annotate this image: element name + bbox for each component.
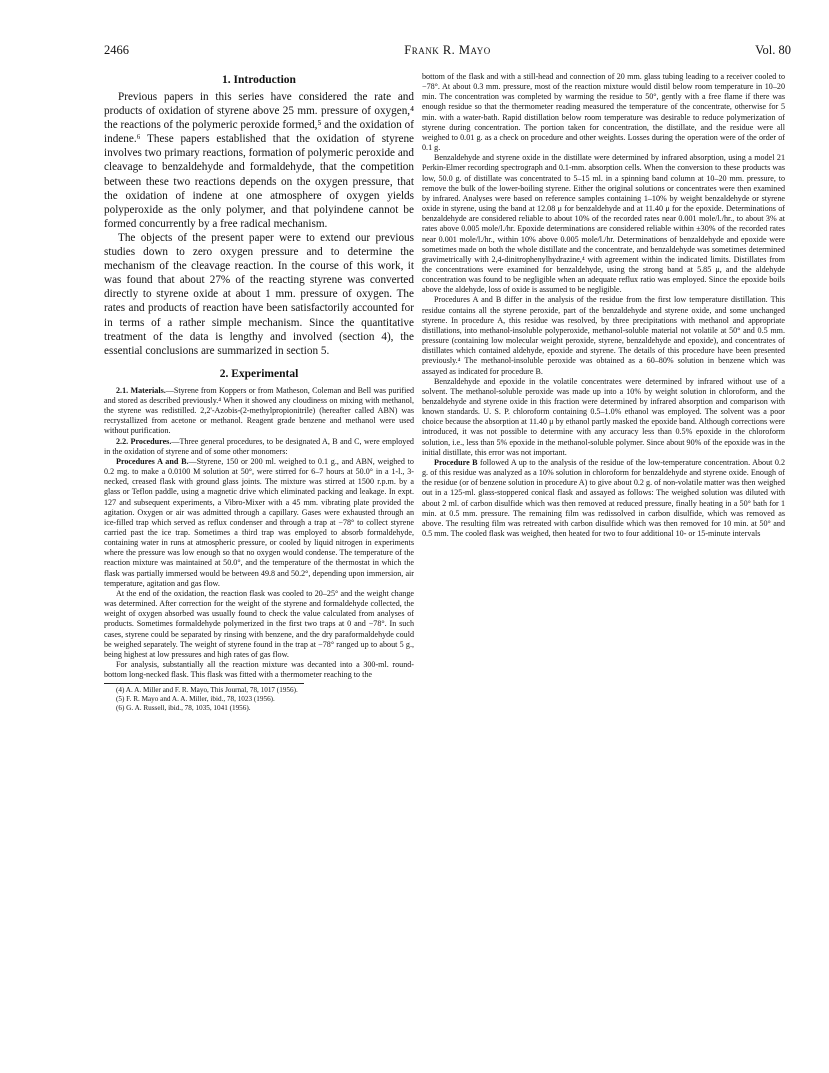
run-in-heading: 2.1. Materials. — [116, 385, 166, 395]
footnote: (4) A. A. Miller and F. R. Mayo, This Journal, 78, 1017 (1956). — [116, 686, 298, 695]
paragraph: The objects of the present paper were to extend our previous studies down to zero oxygen pressure and to determine the mechanism of the cleavage reaction. In the course of this work, it was found that about 27% of the reacting styrene was converted directly to styrene oxide at about 1 mm. pressure of oxygen. The rates and products of reaction have been satisfactorily accounted for in terms of a rather simple mechanism. Since the quantitative treatment of the data is lengthy and involved (section 4), the essential conclusions are summarized in section 5. — [104, 231, 414, 357]
paragraph: 2.2. Procedures.—Three general procedures, to be designated A, B and C, were employed in the oxidation of styrene and of some other monomers: — [104, 436, 414, 456]
section-heading-experimental: 2. Experimental — [219, 367, 299, 380]
volume-label: Vol. 80 — [755, 43, 791, 57]
running-author: Frank R. Mayo — [404, 43, 491, 57]
footnote-divider — [104, 683, 304, 684]
run-in-heading: Procedures A and B. — [116, 456, 189, 466]
paragraph: Benzaldehyde and styrene oxide in the distillate were determined by infrared absorption, using a model 21 Perkin-Elmer recording spectrograph and 0.1-mm. absorption cells. When the conversion to these products was low, 50.0 g. of distillate was concentrated to 5–15 ml. in a spinning band column at 10–20 mm. pressure, to remove the bulk of the lower-boiling styrene. Either the original solutions or concentrates were then examined by infrared. Analyses were based on reference samples containing 1–10% by weight benzaldehyde or styrene oxide in styrene, using the band at 12.08 μ for benzaldehyde and at 11.40 μ for the epoxide. Determinations of benzaldehyde are considered reliable to about 10% of the recorded rates near 0.001 mole/l./hr., to about 3% at rates above 0.005 mole/l./hr. Epoxide determinations are considered reliable within ±30% of the recorded rates near 0.001 mole/l./hr., within 10% above 0.005 mole/l./hr. Determinations of benzaldehyde and epoxide were sometimes made on both the whole distillate and the concentrate, and benzaldehyde was sometimes determined gravimetrically with 2,4-dinitrophenylhydrazine,⁴ with agreement within the indicated limits. Distillates from the concentrations were examined for benzaldehyde, using the strong band at 5.85 μ, and the aldehyde concentration was found to be negligible when an adequate reflux ratio was employed. Since the epoxide boils above the aldehyde, loss of oxide is assumed to be negligible. — [422, 153, 785, 295]
footnotes — [104, 686, 414, 713]
section-heading-introduction: 1. Introduction — [222, 74, 296, 86]
footnote: (6) G. A. Russell, ibid., 78, 1035, 1041 (1956). — [116, 704, 251, 713]
paragraph: Procedure B followed A up to the analysis of the residue of the low-temperature concentration. About 0.2 g. of this residue was analyzed as a 10% solution in chloroform for benzaldehyde and styrene oxide. Enough of the residue (or of benzene solution in procedure A) to give about 0.2 g. of non-volatile matter was then weighed out in a 125-ml. glass-stoppered conical flask and assayed as follows: The weighed solution was diluted with about 2 ml. of carbon disulfide which was then removed at reduced pressure, finally heating in a 50° bath for 1 min. at 0.5 mm. pressure. The remaining film was redissolved in carbon disulfide, which was removed as above. The resulting film was retreated with carbon disulfide which was then removed for 10 min. at 50° and 0.5 mm. The cooled flask was weighed, then heated for two to four additional 10- or 15-minute intervals — [422, 457, 785, 539]
paragraph: Procedures A and B differ in the analysis of the residue from the first low temperature distillation. This residue contains all the styrene peroxide, part of the benzaldehyde and styrene oxide, and some unchanged styrene. In procedure A, this residue was resolved, by three precipitations with methanol and appropriate distillations, into methanol-insoluble polyperoxide, methanol-soluble material not volatile at 50° and 0.5 mm. pressure (containing low molecular weight peroxide, styrene, benzaldehyde and epoxide), and concentrates of distillates which contained aldehyde, epoxide and styrene. The details of this procedure have been presented previously.⁴ The methanol-insoluble peroxide was obtained as a 60–80% solution in benzene which was assayed as indicated for procedure B. — [422, 295, 785, 376]
paragraph: bottom of the flask and with a still-head and connection of 20 mm. glass tubing leading to a receiver cooled to −78°. At about 0.3 mm. pressure, most of the reaction mixture would distil below room temperature in 10–20 min. The concentration was completed by warming the residue to 50°, gently with a free flame if there was enough residue so that the thermometer reading measured the temperature of the concentrate, otherwise for 5 min. with a water-bath. Rapid distillation below room temperature was desirable to reduce polymerization of styrene during concentration. The portion taken for concentration, the distillate, and the residue were all weighed to 0.01 g. as a check on procedure and other weights. Losses during the operation were of the order of 0.1 g. — [422, 72, 785, 153]
run-in-heading: 2.2. Procedures. — [116, 436, 172, 446]
paragraph: Procedures A and B.—Styrene, 150 or 200 ml. weighed to 0.1 g., and ABN, weighed to 0.2 mg. to make a 0.0100 M solution at 50°, were stirred for 6–7 hours at 50.0° in a 1-l., 3-necked, creased flask with ground glass joints. The mixture was stirred at 1500 r.p.m. by a glass or Teflon paddle, using a magnetic drive which eliminated packing and leakage. In expt. 127 and subsequent experiments, a Vibro-Mixer with a 45 mm. vibrating plate provided the agitation. Oxygen or air was admitted through a capillary. Gases were exhausted through an ice-filled trap which served as reflux condenser and through a trap at −78° to collect styrene carried past the ice trap. Sometimes a third trap was employed to absorb formaldehyde, containing water in runs at atmospheric pressure, or cooled by liquid nitrogen in experiments where the pressure was low enough so that no oxygen would condense. The temperature of the reaction mixture was maintained at 50.0°, and the temperature of the thermostat in which the flask was partially immersed would be between 49.8 and 50.2°, depending upon immersion, air temperature, agitation and gas flow. — [104, 456, 414, 588]
run-in-heading: Procedure B — [434, 457, 478, 467]
paragraph: 2.1. Materials.—Styrene from Koppers or from Matheson, Coleman and Bell was purified and stored as described previously.⁴ When it showed any cloudiness on mixing with methanol, the styrene was redistilled. 2,2'-Azobis-(2-methylpropionitrile) (hereafter called ABN) was recrystallized from acetone or methanol. Reagent grade benzene and methanol were used without purification. — [104, 385, 414, 436]
footnote: (5) F. R. Mayo and A. A. Miller, ibid., 78, 1023 (1956). — [116, 695, 275, 704]
left-column — [104, 72, 414, 1052]
right-column — [422, 72, 785, 1052]
running-header — [104, 43, 791, 61]
paragraph: Previous papers in this series have considered the rate and products of oxidation of styrene above 25 mm. pressure of oxygen,⁴ the reactions of the polymeric peroxide formed,⁵ and the oxidation of indene.⁶ These papers established that the oxidation of styrene involves two primary reactions, formation of polymeric peroxide and cleavage to benzaldehyde and formaldehyde, that the competition between these two reactions depends on the oxygen pressure, that the oxidation of indene at one atmosphere of oxygen yields polyperoxide as the only polymer, and that polyindene cannot be formed concurrently by a free radical mechanism. — [104, 91, 414, 230]
page-number: 2466 — [104, 43, 129, 57]
paragraph: At the end of the oxidation, the reaction flask was cooled to 20–25° and the weight change was determined. After correction for the weight of the styrene and formaldehyde collected, the weight of oxygen absorbed was usually found to check the value calculated from analyses of products. Sometimes formaldehyde polymerized in the first two traps at 0 and −78°. In such cases, styrene could be separated by rinsing with benzene, and the dry paraformaldehyde could be weighed separately. The weight of styrene found in the trap at −78° ranged up to about 5 g., being highest at low pressures and high rates of gas flow. — [104, 588, 414, 659]
paragraph: Benzaldehyde and epoxide in the volatile concentrates were determined by infrared without use of a solvent. The methanol-soluble peroxide was made up into a 10% by weight solution in chloroform, and the benzaldehyde and styrene oxide in this fraction were determined by infrared absorption and comparison with known standards. U. S. P. chloroform containing 0.5–1.0% ethanol was employed. The solvent was a poor choice because the absorption at 11.40 μ by ethanol partly masked the epoxide band. Although corrections were introduced, it was not possible to determine with any accuracy less than 0.5% epoxide in the chloroform solution, i.e., less than 5% epoxide in the methanol-soluble polymer. Since about 90% of the epoxide was in the initial distillate, this error was not important. — [422, 376, 785, 457]
paragraph: For analysis, substantially all the reaction mixture was decanted into a 300-ml. round-bottom long-necked flask. This flask was fitted with a thermometer reaching to the — [104, 660, 414, 680]
